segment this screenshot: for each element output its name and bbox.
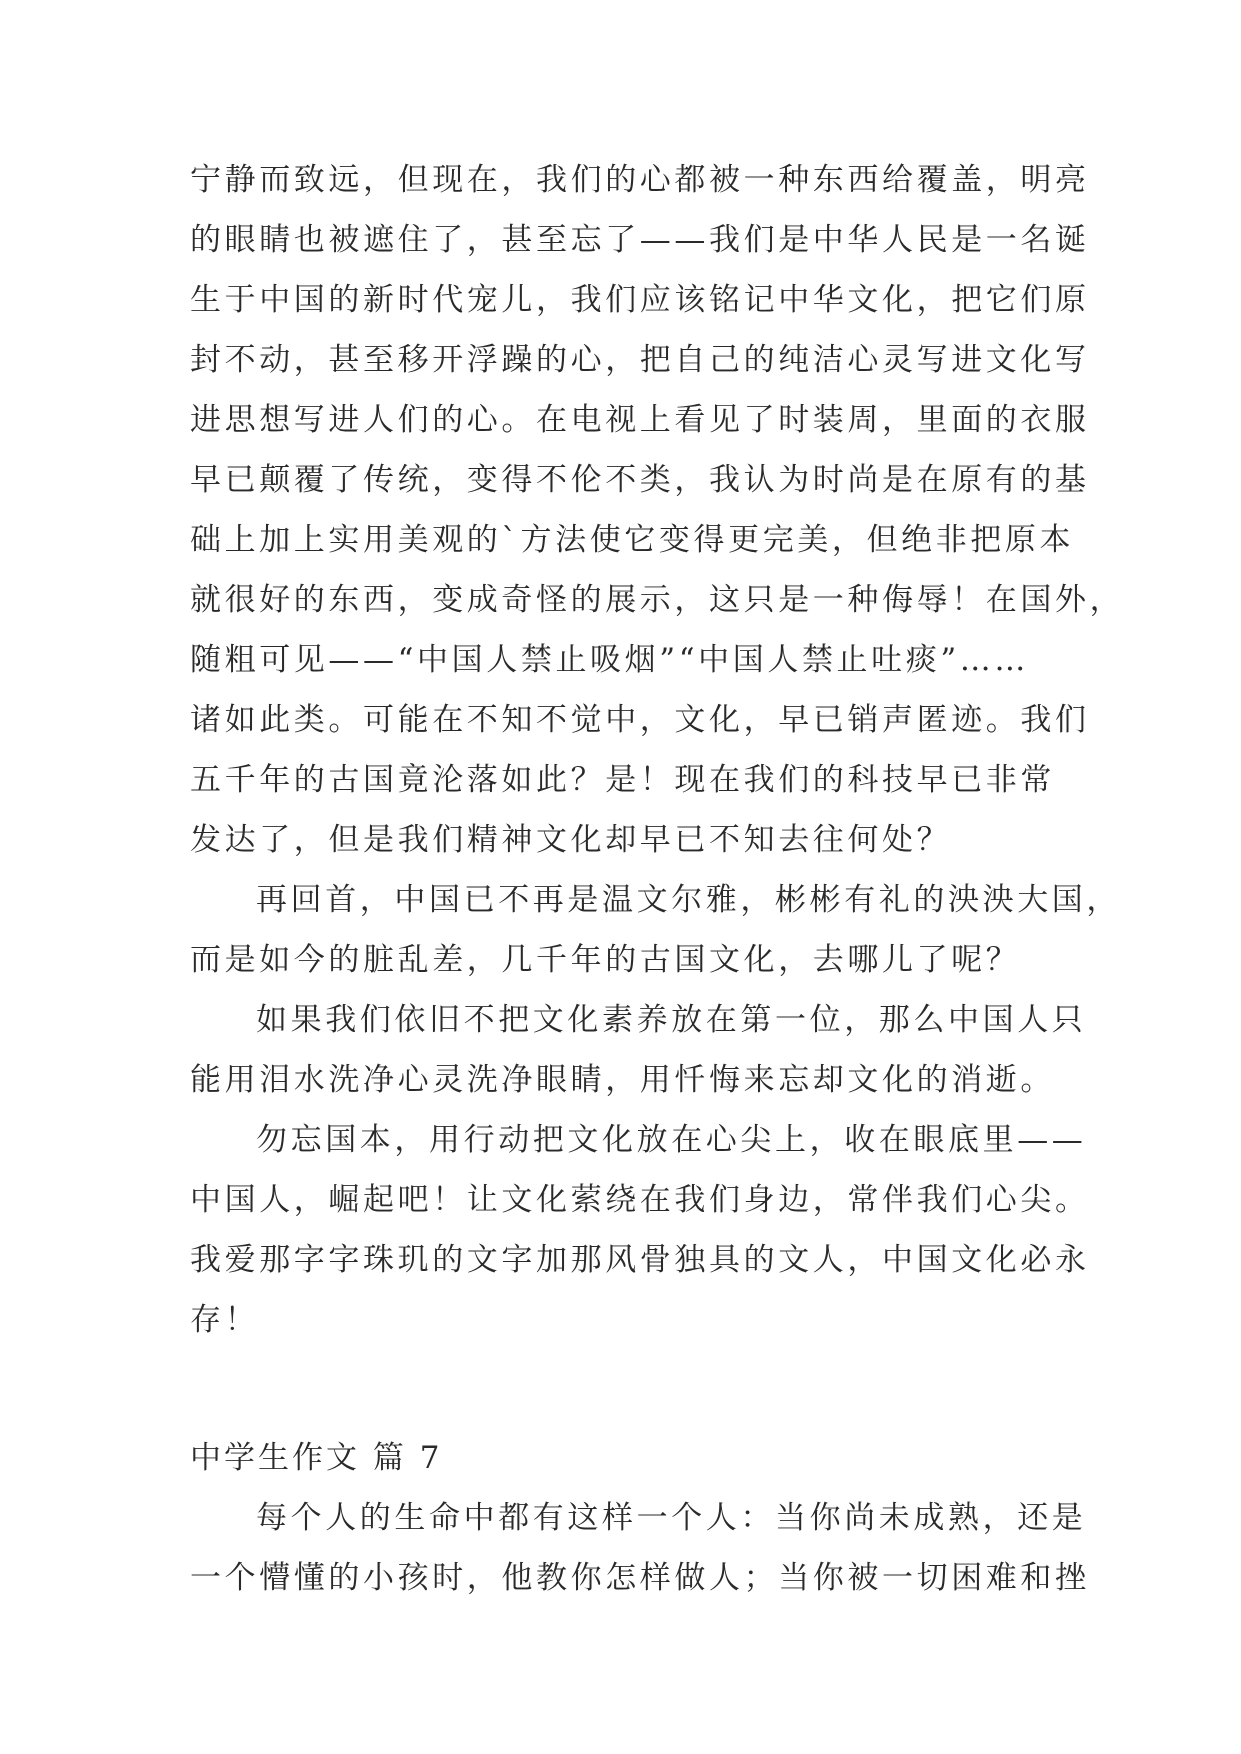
section-heading: 中学生作文 篇 7	[190, 1440, 443, 1476]
text-line: 再回首，中国已不再是温文尔雅，彬彬有礼的泱泱大国，	[256, 882, 1121, 918]
text-line: 中国人，崛起吧！让文化萦绕在我们身边，常伴我们心尖。	[190, 1182, 1090, 1218]
text-line: 生于中国的新时代宠儿，我们应该铭记中华文化，把它们原	[190, 282, 1090, 318]
text-line: 诸如此类。可能在不知不觉中，文化，早已销声匿迹。我们	[190, 702, 1090, 738]
paragraph	[190, 150, 1125, 870]
text-line: 五千年的古国竟沦落如此？是！现在我们的科技早已非常	[190, 762, 1055, 798]
text-line: 础上加上实用美观的`方法使它变得更完美，但绝非把原本	[190, 522, 1075, 558]
text-line: 而是如今的脏乱差，几千年的古国文化，去哪儿了呢？	[190, 942, 1021, 978]
text-line: 就很好的东西，变成奇怪的展示，这只是一种侮辱！在国外，	[190, 582, 1125, 618]
section-spacer	[190, 1350, 1060, 1428]
paragraph	[190, 870, 1121, 990]
text-line: 一个懵懂的小孩时，他教你怎样做人；当你被一切困难和挫	[190, 1560, 1090, 1596]
text-line: 每个人的生命中都有这样一个人：当你尚未成熟，还是	[256, 1500, 1087, 1536]
paragraph	[190, 1110, 1090, 1350]
text-column	[190, 150, 1125, 1608]
text-line: 存！	[190, 1302, 260, 1338]
text-line: 宁静而致远，但现在，我们的心都被一种东西给覆盖，明亮	[190, 162, 1090, 198]
text-line: 封不动，甚至移开浮躁的心，把自己的纯洁心灵写进文化写	[190, 342, 1090, 378]
text-line: 能用泪水洗净心灵洗净眼睛，用忏悔来忘却文化的消逝。	[190, 1062, 1055, 1098]
text-line: 进思想写进人们的心。在电视上看见了时装周，里面的衣服	[190, 402, 1090, 438]
text-line: 的眼睛也被遮住了，甚至忘了——我们是中华人民是一名诞	[190, 222, 1090, 258]
paragraph	[190, 1488, 1090, 1608]
text-line: 早已颠覆了传统，变得不伦不类，我认为时尚是在原有的基	[190, 462, 1090, 498]
text-line: 我爱那字字珠玑的文字加那风骨独具的文人，中国文化必永	[190, 1242, 1090, 1278]
paragraph	[190, 990, 1087, 1110]
text-line: 勿忘国本，用行动把文化放在心尖上，收在眼底里——	[256, 1122, 1087, 1158]
text-line: 发达了，但是我们精神文化却早已不知去往何处？	[190, 822, 952, 858]
text-line: 如果我们依旧不把文化素养放在第一位，那么中国人只	[256, 1002, 1087, 1038]
text-line: 随粗可见——“中国人禁止吸烟”“中国人禁止吐痰”……	[190, 642, 1029, 678]
